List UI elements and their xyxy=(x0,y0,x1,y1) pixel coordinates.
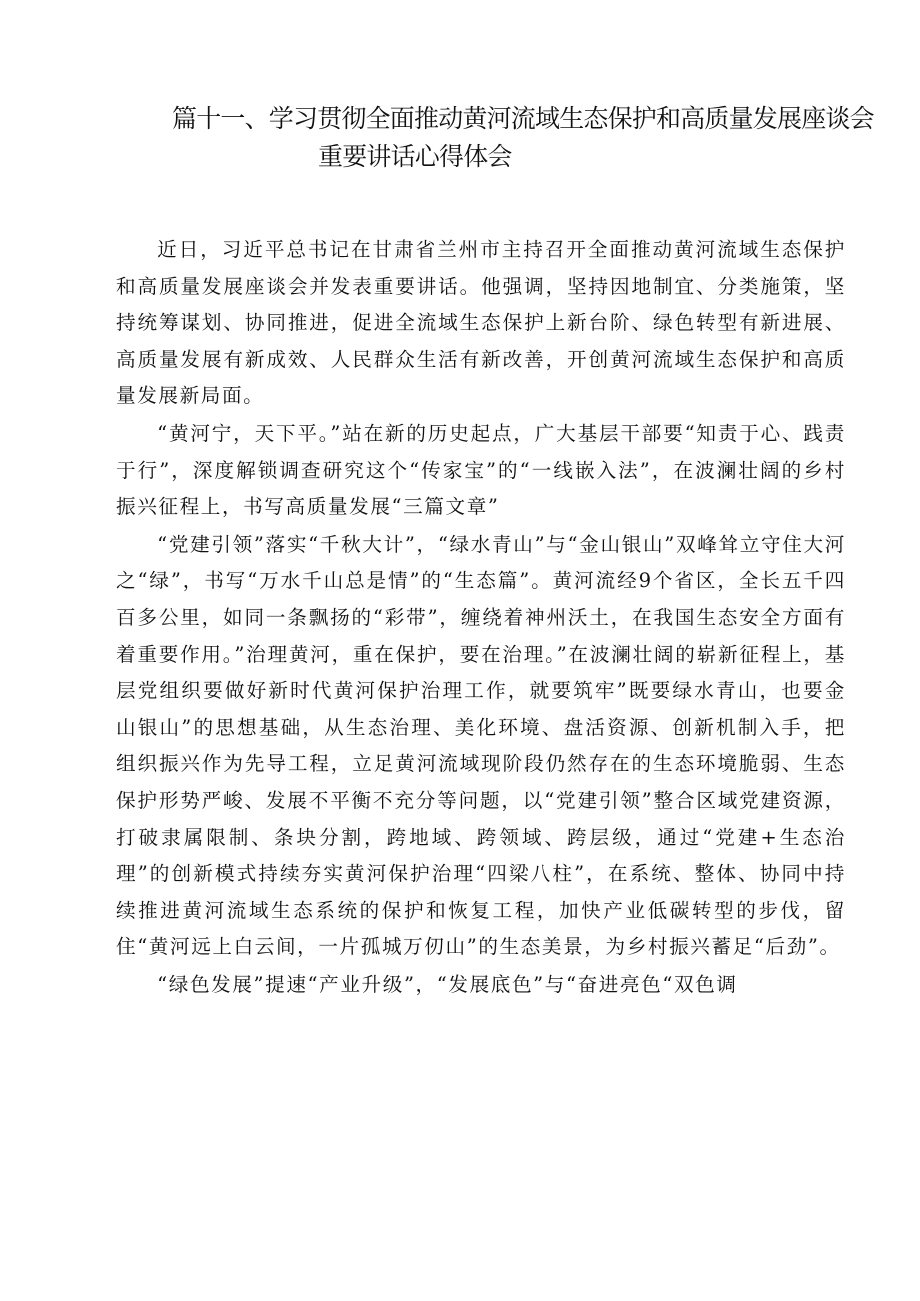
title-line-2: 重要讲话心得体会 xyxy=(318,142,512,171)
title-line-1: 篇十一、学习贯彻全面推动黄河流域生态保护和高质量发展座谈会 xyxy=(172,104,874,133)
paragraph-green-development: “绿色发展”提速“产业升级”，“发展底色”与“奋进亮色“双色调 xyxy=(157,972,738,996)
paragraph-party-building: “党建引领”落实“千秋大计”，“绿水青山”与“金山银山”双峰耸立守住大河之“绿”，书写“万水千山总是情”的“生态篇”。黄河流经9个省区，全长五千四百多公里，如同一条飘扬的“彩带”，缠绕着神州沃土，在我国生态安全方面有着重要作用。”治理黄河，重在保护，要在治理。”在波澜壮阔的崭新征程上，基层党组织要做好新时代黄河保护治理工作，就要筑牢”既要绿水青山，也要金山银山”的思想基础，从生态治理、美化环境、盘活资源、创新机制入手，把组织振兴作为先导工程，立足黄河流域现阶段仍然存在的生态环境脆弱、生态保护形势严峻、发展不平衡不充分等问题，以“党建引领”整合区域党建资源，打破隶属限制、条块分割，跨地域、跨领域、跨层级，通过“党建+生态治理”的创新模式持续夯实黄河保护治理“四梁八柱”，在系统、整体、协同中持续推进黄河流域生态系统的保护和恢复工程，加快产业低碳转型的步伐，留住“黄河远上白云间，一片孤城万仞山”的生态美景，为乡村振兴蓄足“后劲”。 xyxy=(116,532,846,959)
document-body xyxy=(116,232,846,1004)
paragraph-yellow-river: “黄河宁，天下平。”站在新的历史起点，广大基层干部要“知责于心、践责于行”，深度解锁调查研究这个“传家宝”的“一线嵌入法”，在波澜壮阔的乡村振兴征程上，书写高质量发展“三篇文章” xyxy=(116,421,846,519)
document-title xyxy=(172,100,872,176)
paragraph-intro: 近日，习近平总书记在甘肃省兰州市主持召开全面推动黄河流域生态保护和高质量发展座谈会并发表重要讲话。他强调，坚持因地制宜、分类施策，坚持统筹谋划、协同推进，促进全流域生态保护上新台阶、绿色转型有新进展、高质量发展有新成效、人民群众生活有新改善，开创黄河流域生态保护和高质量发展新局面。 xyxy=(116,238,846,408)
